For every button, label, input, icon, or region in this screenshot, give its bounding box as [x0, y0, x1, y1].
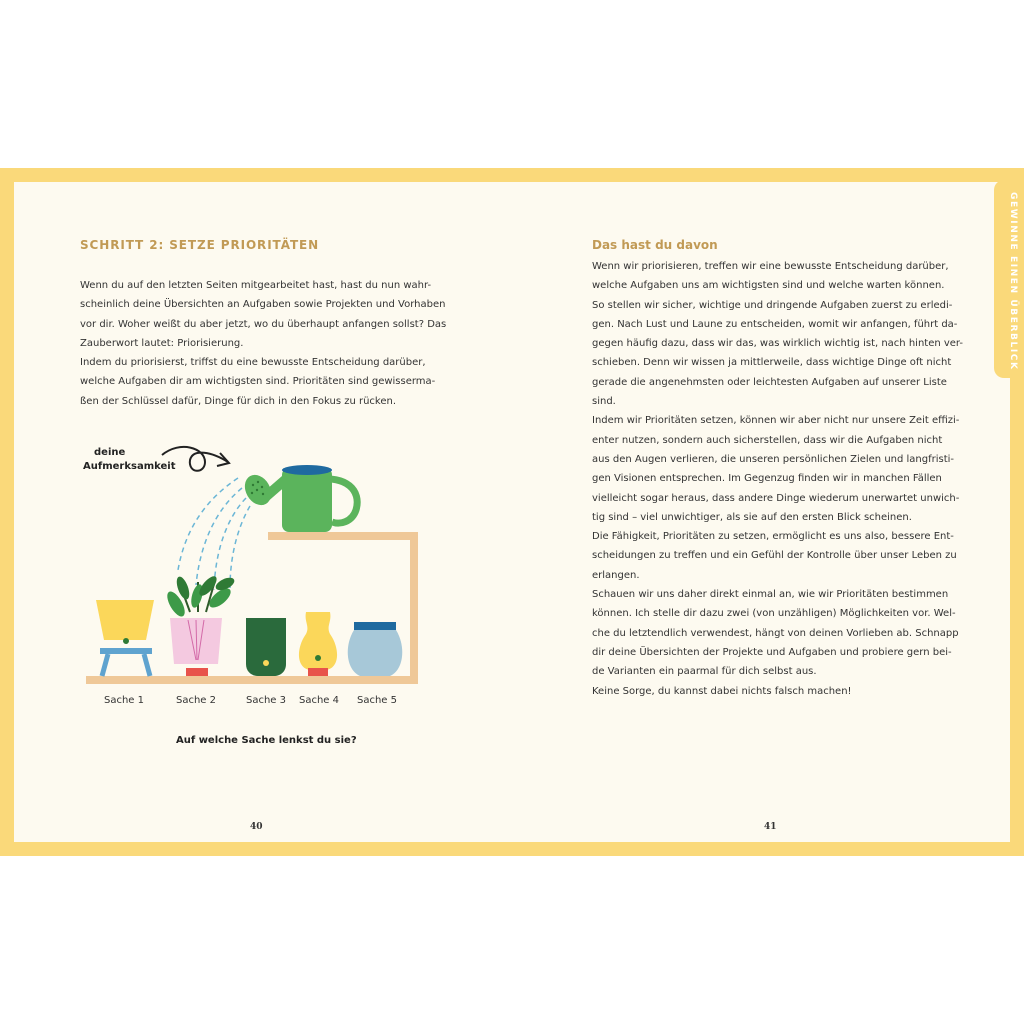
page-number-right: 41 — [764, 822, 777, 832]
text-line: enter nutzen, sondern auch sicherstellen, dass wir die Aufgaben nicht — [592, 434, 943, 446]
text-line: welche Aufgaben dir am wichtigsten sind. Prioritäten sind gewisserma- — [80, 376, 436, 388]
text-line: Indem wir Prioritäten setzen, können wir aber nicht nur unsere Zeit effizi- — [592, 415, 960, 427]
item-label-3: Sache 3 — [246, 695, 287, 706]
watering-can — [240, 465, 358, 532]
item-label-2: Sache 2 — [176, 695, 217, 706]
text-line: ßen der Schlüssel dafür, Dinge für dich in den Fokus zu rücken. — [80, 395, 397, 407]
text-line: scheinlich deine Übersichten an Aufgaben sowie Projekten und Vorhaben — [80, 299, 446, 311]
text-line: erlangen. — [592, 569, 640, 581]
text-line: Die Fähigkeit, Prioritäten zu setzen, ermöglicht es uns also, bessere Ent- — [592, 531, 954, 543]
attention-label-line-2: Aufmerksamkeit — [83, 461, 176, 472]
text-line: gen Visionen entsprechen. Im Gegenzug finden wir in manchen Fällen — [592, 473, 942, 485]
text-line: Zauberwort lautet: Priorisierung. — [80, 337, 244, 349]
text-line: dir deine Übersichten der Projekte und Aufgaben und probiere gern bei- — [592, 646, 952, 658]
item-label-1: Sache 1 — [104, 695, 145, 706]
text-line: So stellen wir sicher, wichtige und dringende Aufgaben zuerst zu erledi- — [592, 299, 953, 311]
item-label-4: Sache 4 — [299, 695, 340, 706]
pot-item-5 — [348, 622, 403, 676]
text-line: vor dir. Woher weißt du aber jetzt, wo du überhaupt anfangen sollst? Das — [80, 318, 447, 330]
right-heading: Das hast du davon — [592, 238, 718, 252]
text-line: schieben. Denn wir wissen ja mittlerweile, dass wichtige Dinge oft nicht — [592, 357, 952, 369]
pot-item-2 — [164, 574, 236, 676]
text-line: gen. Nach Lust und Laune zu entscheiden, womit wir anfangen, führt da- — [592, 318, 958, 330]
text-line: gegen häufig dazu, dass wir das, was wirklich wichtig ist, nach hinten ver- — [592, 338, 964, 350]
text-line: Indem du priorisierst, triffst du eine bewusste Entscheidung darüber, — [80, 357, 426, 369]
left-heading: SCHRITT 2: SETZE PRIORITÄTEN — [80, 238, 320, 252]
text-line: gerade die angenehmsten oder leichtesten Aufgaben auf unserer Liste — [592, 376, 947, 388]
text-line: sind. — [592, 396, 616, 408]
text-line: tig sind – viel unwichtiger, als sie auf den ersten Blick scheinen. — [592, 511, 912, 523]
text-line: können. Ich stelle dir dazu zwei (von unzähligen) Möglichkeiten vor. Wel- — [592, 608, 956, 620]
pot-item-4 — [299, 612, 337, 676]
text-line: Keine Sorge, du kannst dabei nichts falsch machen! — [592, 685, 852, 697]
attention-label-line-1: deine — [94, 447, 126, 458]
chapter-tab-label: GEWINNE EINEN ÜBERBLICK — [1008, 192, 1018, 371]
text-line: Schauen wir uns daher direkt einmal an, wie wir Prioritäten bestimmen — [592, 589, 949, 601]
shelf-post — [410, 532, 418, 684]
right-body-text — [592, 257, 963, 701]
pot-item-1 — [96, 600, 154, 676]
text-line: Wenn du auf den letzten Seiten mitgearbeitet hast, hast du nun wahr- — [80, 280, 432, 291]
shelf-board-bottom — [86, 676, 418, 684]
text-line: aus den Augen verlieren, die unseren persönlichen Zielen und langfristi- — [592, 453, 955, 465]
text-line: de Varianten ein paarmal für dich selbst aus. — [592, 666, 817, 678]
text-line: welche Aufgaben uns am wichtigsten sind und welche warten können. — [592, 280, 945, 292]
text-line: scheidungen zu treffen und ein Gefühl der Kontrolle über unser Leben zu — [592, 550, 957, 562]
item-label-5: Sache 5 — [357, 695, 398, 706]
illustration-question: Auf welche Sache lenkst du sie? — [176, 735, 357, 746]
text-line: vielleicht sogar heraus, dass andere Dinge wiederum unerwartet unwich- — [592, 492, 960, 504]
water-stream — [178, 478, 250, 590]
text-line: Wenn wir priorisieren, treffen wir eine bewusste Entscheidung darüber, — [592, 261, 949, 272]
shelf-board-top — [268, 532, 418, 540]
text-line: che du letztendlich verwendest, hängt von deinen Vorlieben ab. Schnapp — [592, 627, 959, 639]
page-number-left: 40 — [250, 822, 263, 832]
pot-item-3 — [246, 618, 286, 676]
